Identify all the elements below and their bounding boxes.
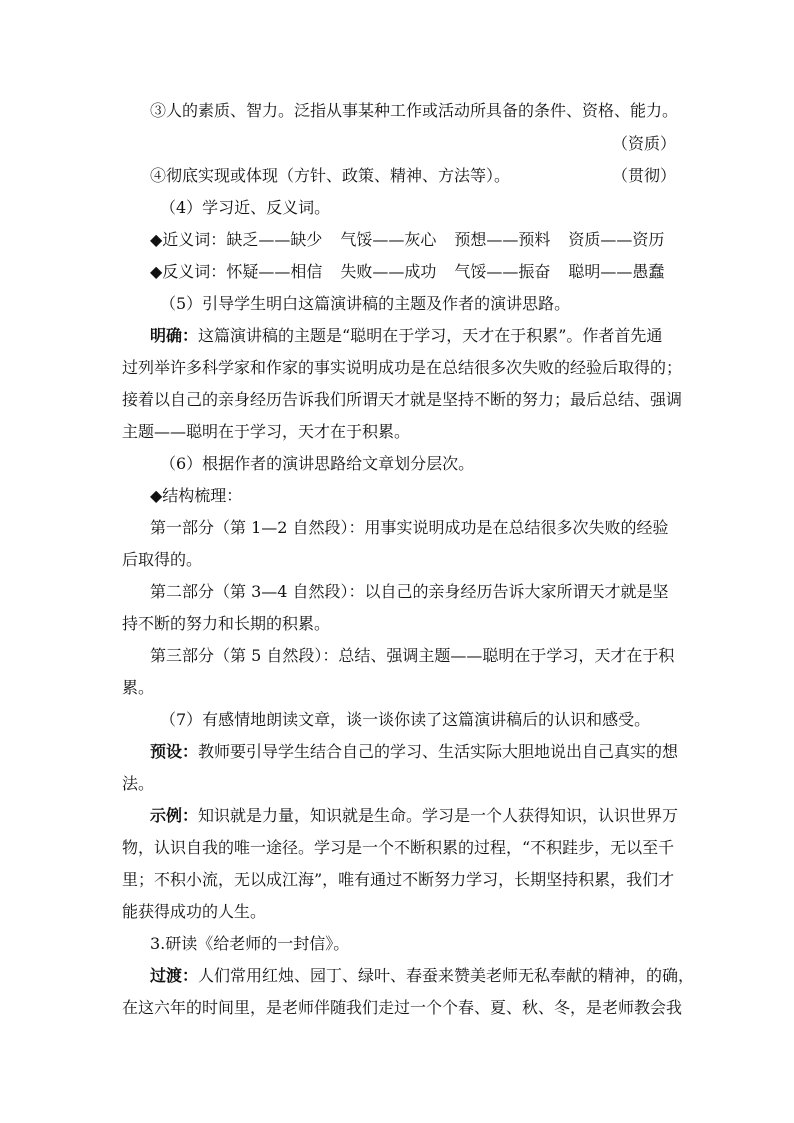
antonym-pair: 失败——成功 <box>340 262 437 281</box>
antonyms-line <box>150 262 710 282</box>
paragraph-line: 法。 <box>122 774 155 793</box>
paragraph-line: 能获得成功的人生。 <box>122 902 267 921</box>
example-paragraph <box>150 806 710 826</box>
definition-4-answer: （贯彻） <box>611 166 676 185</box>
preset-text: 教师要引导学生结合自己的学习、生活实际大胆地说出自己真实的想 <box>198 742 679 761</box>
clarify-label: 明确： <box>150 326 199 345</box>
step-7-heading: （7）有感情地朗读文章，谈一谈你读了这篇演讲稿后的认识和感受。 <box>160 710 651 729</box>
example-label: 示例： <box>150 806 199 825</box>
step-6-heading: （6）根据作者的演讲思路给文章划分层次。 <box>160 454 475 473</box>
paragraph-line: 主题——聪明在于学习，天才在于积累。 <box>122 422 411 441</box>
antonym-pair: 怀疑——相信 <box>226 262 323 281</box>
definition-3-answer: （资质） <box>611 134 676 153</box>
part-2: 第二部分（第 3—4 自然段）：以自己的亲身经历告诉大家所谓天才就是坚 <box>150 582 669 601</box>
synonym-pair: 资质——资历 <box>568 230 665 249</box>
step-5-heading: （5）引导学生明白这篇演讲稿的主题及作者的演讲思路。 <box>160 294 571 313</box>
synonym-pair: 缺乏——缺少 <box>226 230 323 249</box>
antonym-pair: 聪明——愚蠢 <box>568 262 665 281</box>
clarify-text: 这篇演讲稿的主题是“聪明在于学习，天才在于积累”。作者首先通 <box>198 326 663 345</box>
clarify-paragraph <box>150 326 710 346</box>
example-text: 知识就是力量，知识就是生命。学习是一个人获得知识，认识世界万 <box>198 806 679 825</box>
synonym-pair: 气馁——灰心 <box>340 230 437 249</box>
synonyms-label: ◆近义词： <box>150 230 227 249</box>
definition-3: ③人的素质、智力。泛指从事某种工作或活动所具备的条件、资格、能力。 <box>150 101 679 120</box>
paragraph-line: 接着以自己的亲身经历告诉我们所谓天才就是坚持不断的努力；最后总结、强调 <box>122 390 683 409</box>
paragraph-line: 在这六年的时间里，是老师伴随我们走过一个个春、夏、秋、冬，是老师教会我 <box>122 998 683 1017</box>
paragraph-line: 过列举许多科学家和作家的事实说明成功是在总结很多次失败的经验后取得的； <box>122 358 683 377</box>
part-1: 第一部分（第 1—2 自然段）：用事实说明成功是在总结很多次失败的经验 <box>150 518 669 537</box>
part-1-cont: 后取得的。 <box>122 550 203 569</box>
transition-paragraph <box>150 966 710 986</box>
synonym-pair: 预想——预料 <box>454 230 551 249</box>
part-2-cont: 持不断的努力和长期的积累。 <box>122 614 331 633</box>
transition-text: 人们常用红烛、园丁、绿叶、春蚕来赞美老师无私奉献的精神，的确， <box>198 966 695 985</box>
definition-4-text: ④彻底实现或体现（方针、政策、精神、方法等）。 <box>150 166 511 185</box>
paragraph-line: 物，认识自我的唯一途径。学习是一个不断积累的过程，“不积跬步，无以至千 <box>122 838 675 857</box>
section-3-heading: 3.研读《给老师的一封信》。 <box>150 934 350 953</box>
part-3: 第三部分（第 5 自然段）：总结、强调主题——聪明在于学习，天才在于积 <box>150 646 675 665</box>
transition-label: 过渡： <box>150 966 199 985</box>
antonyms-label: ◆反义词： <box>150 262 227 281</box>
preset-paragraph <box>150 742 710 762</box>
step-4-heading: （4）学习近、反义词。 <box>160 198 331 217</box>
paragraph-line: 里；不积小流，无以成江海”，唯有通过不断努力学习，长期坚持积累，我们才 <box>122 870 675 889</box>
part-3-cont: 累。 <box>122 678 155 697</box>
structure-heading: ◆结构梳理： <box>150 486 243 505</box>
preset-label: 预设： <box>150 742 199 761</box>
synonyms-line <box>150 230 710 250</box>
antonym-pair: 气馁——振奋 <box>454 262 551 281</box>
